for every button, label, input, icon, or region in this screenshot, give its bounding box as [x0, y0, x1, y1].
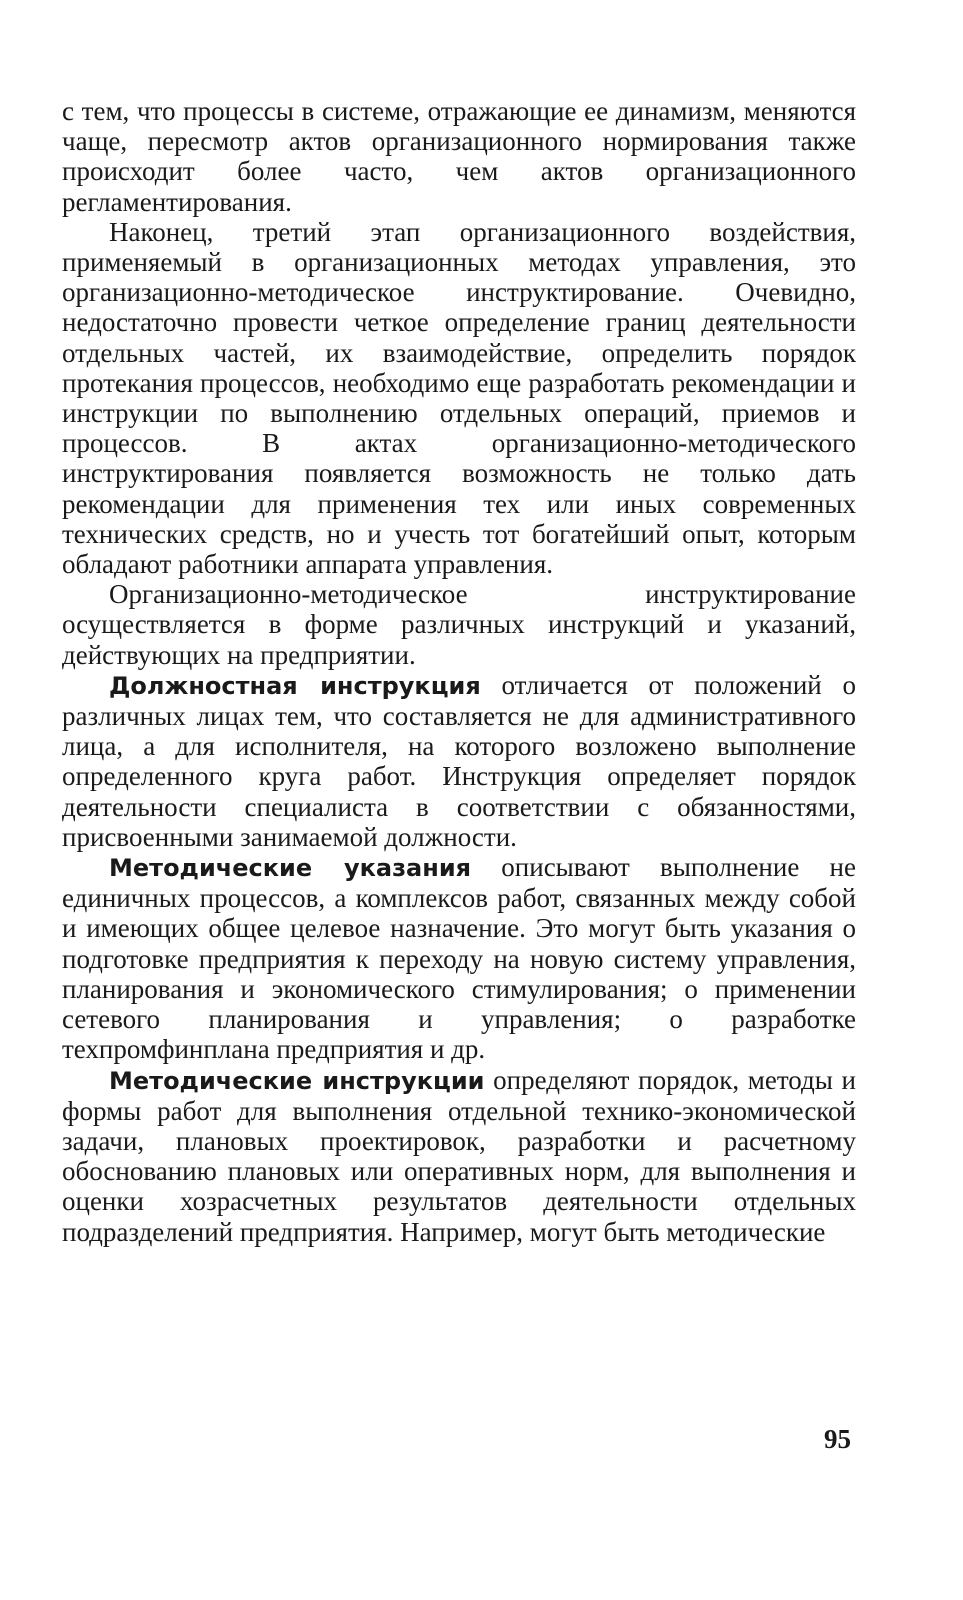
paragraph-6-term: Методические инструкции: [109, 1066, 485, 1095]
paragraph-6: [62, 1065, 856, 1247]
paragraph-2-text: Наконец, третий этап организационного воздействия, применяемый в организационных методах управления, это организационно-методическое инструктирование. Очевидно, недостаточно провести четкое определение границ деятельности отдельных частей, их взаимодействие, определить порядок протекания процессов, необходимо еще разработать рекомендации и инструкции по выполнению отдельных операций, приемов и процессов. В актах организационно-методического инструктирования появляется возможность не только дать рекомендации для применения тех или иных современных технических средств, но и учесть тот богатейший опыт, которым обладают работники аппарата управления.: [62, 216, 856, 580]
paragraph-1: [62, 96, 856, 217]
paragraph-6-text: определяют порядок, методы и формы работ для выполнения отдельной технико-экономической задачи, плановых проектировок, разработки и расчетному обоснованию плановых или оперативных норм, для выполнения и оценки хозрасчетных результатов деятельности отдельных подразделений предприятия. Например, могут быть методические: [62, 1064, 856, 1247]
paragraph-4-text: отличается от положений о различных лицах тем, что составляется не для административного лица, а для исполнителя, на которого возложено выполнение определенного круга работ. Инструкция определяет порядок деятельности специалиста в соответствии с обязанностями, присвоенными занимаемой должности.: [62, 669, 856, 852]
paragraph-4-term: Должностная инструкция: [109, 671, 481, 700]
paragraph-3-text: Организационно-методическое инструктирование осуществляется в форме различных инструкций и указаний, действующих на предприятии.: [62, 579, 856, 670]
paragraph-1-text: с тем, что процессы в системе, отражающие ее динамизм, меняются чаще, пересмотр актов организационного нормирования также происходит более часто, чем актов организационного регламентирования.: [62, 96, 856, 217]
page-number: 95: [824, 1424, 851, 1454]
paragraph-5-term: Методические указания: [109, 854, 472, 883]
paragraph-4: [62, 670, 856, 852]
paragraph-5: [62, 852, 856, 1064]
paragraph-2: [62, 217, 856, 579]
paragraph-5-text: описывают выполнение не единичных процессов, а комплексов работ, связанных между собой и имеющих общее целевое назначение. Это могут быть указания о подготовке предприятия к переходу на новую систему управления, планирования и экономического стимулирования; о применении сетевого планирования и управления; о разработке техпромфинплана предприятия и др.: [62, 852, 856, 1065]
paragraph-3: [62, 579, 856, 670]
page-text: [62, 96, 856, 1247]
